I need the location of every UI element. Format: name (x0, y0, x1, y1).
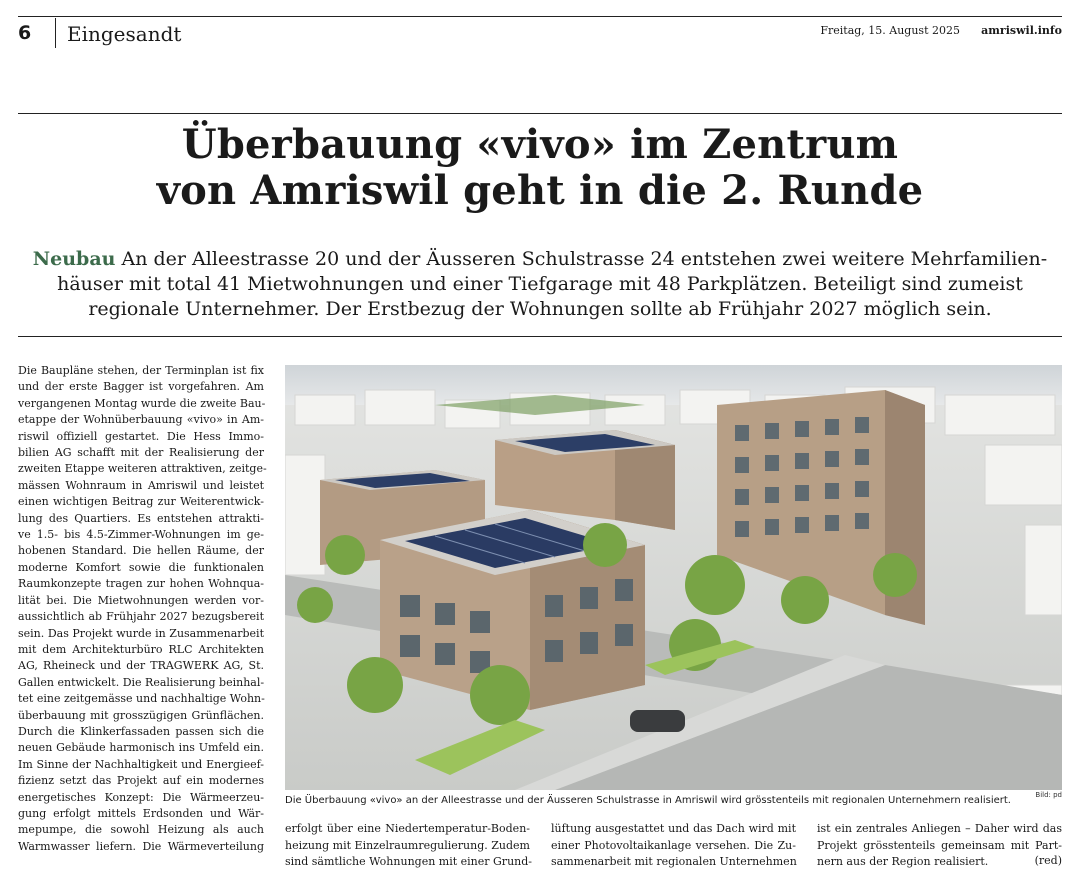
body-line: mässen Wohnraum in Amriswil und leistet (18, 478, 264, 492)
headline-line: von Amriswil geht in die 2. Runde (156, 167, 924, 214)
body-line: überbauung mit grosszügigen Grünflächen. (18, 708, 264, 722)
body-line: sind sämtliche Wohnungen mit einer Grund- (285, 855, 532, 868)
body-line: und der erste Bagger ist vorgefahren. Am (18, 380, 264, 394)
article-lead (18, 247, 1062, 322)
issue-date: Freitag, 15. August 2025 (820, 24, 960, 37)
body-line: aussichtlich ab Frühjahr 2027 bezugsbereit (18, 610, 264, 624)
body-column-2 (285, 821, 530, 871)
body-line: lität bei. Die Mietwohnungen werden vor- (18, 593, 264, 607)
body-line: gung erfolgt mittels Erdsonden und Wär- (18, 806, 264, 820)
top-rule (18, 16, 1062, 17)
body-line: zweiten Etappe weiteren attraktiven, zeitge- (18, 462, 267, 476)
body-line: einer Photovoltaikanlage versehen. Die Zu- (551, 838, 796, 852)
body-line: energetisches Konzept: Die Wärmeerzeu- (18, 790, 264, 804)
body-line: Projekt grösstenteils gemeinsam mit Part- (817, 838, 1062, 852)
body-line: lüftung ausgestattet und das Dach wird mit (551, 822, 796, 835)
body-line: tet eine zeitgemässe und nachhaltige Wohn- (18, 692, 265, 706)
body-line: AG, Rheineck und der TRAGWERK AG, St. (18, 659, 264, 673)
body-line: vergangenen Montag wurde die zweite Bau- (18, 396, 266, 410)
body-line: heizung mit Einzelraumregulierung. Zudem (285, 838, 530, 852)
body-line: moderne Komfort sowie die funktionalen (18, 560, 264, 574)
headline-line: Überbauung «vivo» im Zentrum (181, 121, 899, 168)
body-line: Warmwasser liefern. Die Wärmeverteilung (18, 839, 264, 853)
body-line: riswil offiziell gestartet. Die Hess Immo- (18, 429, 264, 443)
lead-bottom-rule (18, 336, 1062, 337)
body-line: mepumpe, die sowohl Heizung als auch (18, 823, 264, 837)
article-headline (18, 122, 1062, 214)
body-line: sein. Das Projekt wurde in Zusammenarbeit (18, 626, 264, 640)
body-line: erfolgt über eine Niedertemperatur-Boden- (285, 822, 530, 835)
body-line: etappe der Wohnüberbauung «vivo» in Am- (18, 413, 264, 427)
page-number: 6 (18, 22, 32, 44)
site-link[interactable]: amriswil.info (981, 24, 1062, 37)
body-line: lung des Quartiers. Es entstehen attrakti- (18, 511, 264, 525)
section-name: Eingesandt (67, 22, 182, 46)
kicker: Neubau (32, 248, 116, 270)
body-line: Die Baupläne stehen, der Terminplan ist fix (18, 364, 264, 377)
building-rendering-photo (285, 365, 1062, 790)
body-line: mit dem Architekturbüro RLC Architekten (18, 642, 264, 656)
lead-line: regionale Unternehmer. Der Erstbezug der Wohnungen sollte ab Frühjahr 2027 möglich sein. (88, 298, 992, 320)
body-column-4 (817, 821, 1062, 871)
body-line: Im Sinne der Nachhaltigkeit und Energieef- (18, 757, 264, 771)
body-column-3 (551, 821, 796, 871)
body-line: nern aus der Region realisiert. (817, 855, 989, 868)
body-column-left (18, 363, 267, 855)
headline-top-rule (18, 113, 1062, 114)
body-line: neuen Gebäude harmonisch ins Umfeld ein. (18, 741, 264, 755)
body-line: ve 1.5- bis 4.5-Zimmer-Wohnungen im ge- (18, 528, 264, 542)
author-tag: (red) (1034, 854, 1062, 867)
body-line: fizienz setzt das Projekt auf ein modernes (18, 774, 264, 788)
body-line: hobenen Standard. Die hellen Räume, der (18, 544, 264, 558)
body-line: bilien AG schafft mit der Realisierung der (18, 446, 264, 460)
lead-line: häuser mit total 41 Mietwohnungen und einer Tiefgarage mit 48 Parkplätzen. Beteiligt sind zumeist (57, 273, 1023, 295)
body-line: Raumkonzepte tragen zur hohen Wohnqua- (18, 577, 264, 591)
photo-credit: Bild: pd (1035, 791, 1062, 799)
lead-line (18, 247, 1062, 272)
section-divider (55, 18, 56, 48)
body-line: Gallen entwickelt. Die Realisierung beinhal- (18, 675, 265, 689)
body-line: Durch die Klinkerfassaden passen sich die (18, 724, 264, 738)
body-line: einen wichtigen Beitrag zur Weiterentwick- (18, 495, 264, 509)
lead-text: An der Alleestrasse 20 und der Äusseren Schulstrasse 24 entstehen zwei weitere Mehrfamilien- (115, 248, 1048, 270)
body-line: sammenarbeit mit regionalen Unternehmen (551, 855, 797, 868)
photo-caption: Die Überbauung «vivo» an der Alleestrasse und der Äusseren Schulstrasse in Amriswil wird grösstenteils mit regionalen Unternehmern realisiert. (285, 795, 1011, 806)
body-line: ist ein zentrales Anliegen – Daher wird das (817, 822, 1062, 835)
